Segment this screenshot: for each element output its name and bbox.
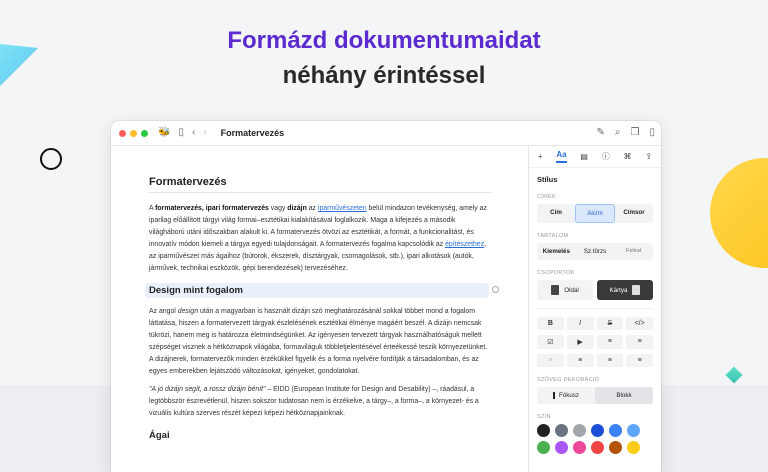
style-cim-button[interactable]: Cím xyxy=(550,209,562,216)
decoration-selector xyxy=(537,387,653,404)
style-felirat-button[interactable]: Felirat xyxy=(625,248,642,254)
align-right-button[interactable]: ≡ xyxy=(626,354,653,367)
color-swatch[interactable] xyxy=(627,424,640,437)
focus-decoration-button[interactable] xyxy=(537,387,595,404)
paragraph-3[interactable] xyxy=(149,384,491,420)
document-title[interactable]: Formatervezés xyxy=(149,176,491,193)
tab-insert[interactable]: + xyxy=(537,152,543,161)
sidebar-toggle-icon[interactable]: ▯ xyxy=(178,127,184,138)
text: – EIDD (European Institute for Design and Desability) –, ráadásul, a legtöbbször észrevétlenül, hiszen sokszor tudatosan nem is érzékelve, a tárgy–, a forma–, a környezet- és a vizuális kultúra szerves részét képezi képezi hétköznapjainknak. xyxy=(149,386,479,417)
edit-icon[interactable]: ✎ xyxy=(596,127,605,138)
bold-button[interactable]: B xyxy=(537,317,564,330)
decor-diamond xyxy=(726,367,743,384)
tab-info[interactable]: ⓘ xyxy=(601,152,610,161)
text: az xyxy=(306,205,318,212)
link-epiteszet[interactable]: építészethez xyxy=(445,241,485,248)
divider xyxy=(537,308,653,309)
text: A xyxy=(149,205,156,212)
tab-document[interactable]: ▤ xyxy=(580,152,588,161)
checkbox-button[interactable]: ☑ xyxy=(537,335,564,349)
headline-line1: Formázd dokumentumaidat xyxy=(227,27,541,54)
windows-icon[interactable]: ❐ xyxy=(630,127,640,138)
csoportok-label: CSOPORTOK xyxy=(537,270,575,276)
indent-button[interactable]: ≡ xyxy=(537,354,564,367)
section-heading-selected[interactable] xyxy=(145,283,489,298)
panel-title: Stílus xyxy=(537,175,558,184)
toggle-button[interactable]: ▶ xyxy=(567,335,594,349)
heading-style-selector xyxy=(537,204,653,223)
bullet-list-button[interactable]: ≡ xyxy=(597,335,624,349)
tab-style[interactable]: Aa xyxy=(556,150,566,163)
color-swatch[interactable] xyxy=(573,441,586,454)
style-kiemeles-button[interactable]: Kiemelés xyxy=(542,248,570,255)
section-heading-text: Design mint fogalom xyxy=(149,285,243,296)
format-row-3 xyxy=(537,354,653,367)
paragraph-1[interactable] xyxy=(149,203,491,275)
align-left-button[interactable]: ≡ xyxy=(567,354,594,367)
color-swatch[interactable] xyxy=(555,424,568,437)
color-swatch[interactable] xyxy=(555,441,568,454)
decor-yellow-circle xyxy=(710,158,768,268)
italic-quote: "A jó dizájn segít, a rossz dizájn bénít" xyxy=(149,386,266,393)
search-icon[interactable]: ⌕ xyxy=(614,127,621,138)
color-swatch[interactable] xyxy=(573,424,586,437)
app-icon: 🐝 xyxy=(158,127,171,138)
block-decoration-button[interactable]: Blokk xyxy=(595,387,653,404)
inspector-toggle-icon[interactable]: ▯ xyxy=(649,127,655,138)
inspector-tabs xyxy=(529,146,661,168)
italic-button[interactable]: I xyxy=(567,317,594,330)
text: , az iparművészet más ágaihoz (bútorok, ékszerek, dísztárgyak, csomagolások, stb.), ipari alkotások (autók, járművek, technikai eszközök, gépi berendezések) tervezéséhez. xyxy=(149,241,487,272)
color-swatch[interactable] xyxy=(609,441,622,454)
color-swatch[interactable] xyxy=(627,441,640,454)
style-sztorzs-button[interactable]: Sz.törzs xyxy=(583,248,607,255)
card-icon xyxy=(632,285,640,295)
style-alcim-button[interactable]: Alcím xyxy=(575,204,615,223)
headline-line2: néhány érintéssel xyxy=(282,62,486,89)
numbered-list-button[interactable]: ≡ xyxy=(626,335,653,349)
italic-text: design xyxy=(177,308,199,315)
format-row-2 xyxy=(537,335,653,349)
color-swatches-row-2 xyxy=(537,441,653,454)
text: belül mindazon tevékenység, amely az iparilag előállított tárgyi világ formai–esztétikai kialakításával foglalkozik. Maga a kifejezés a második világháború utáni időszakban alakult ki. A formatervezés ötvözi az esztétikát, a formát, a funkcionalitást, és innovatív módon kiemeli a tárgya egyedi tulajdonságait. A formatervezés fogalma kapcsolódik az xyxy=(149,205,487,248)
document-editor[interactable] xyxy=(111,146,528,472)
format-row-1 xyxy=(537,317,653,330)
code-button[interactable]: </> xyxy=(626,317,653,330)
align-center-button[interactable]: ≡ xyxy=(597,354,624,367)
bold-text: formatervezés, ipari formatervezés xyxy=(155,205,269,212)
window-title: Formatervezés xyxy=(220,128,285,138)
color-swatch[interactable] xyxy=(591,441,604,454)
tab-share[interactable]: ⇪ xyxy=(645,152,653,161)
collapse-circle-icon[interactable] xyxy=(492,286,499,293)
zoom-window-button[interactable] xyxy=(141,130,148,137)
bold-text: dizájn xyxy=(287,205,307,212)
szin-label: SZÍN xyxy=(537,414,551,420)
text: Az angol xyxy=(149,308,178,315)
group-style-selector xyxy=(537,280,653,300)
style-inspector xyxy=(528,146,661,472)
cimek-label: CÍMEK xyxy=(537,194,556,200)
forward-icon[interactable]: › xyxy=(203,127,207,138)
tab-shortcuts[interactable]: ⌘ xyxy=(623,152,632,161)
content-style-selector xyxy=(537,243,653,260)
paragraph-2[interactable] xyxy=(149,306,491,378)
group-oldal-button[interactable] xyxy=(537,280,593,300)
color-swatches-row-1 xyxy=(537,424,653,437)
focus-label: Fókusz xyxy=(553,392,579,399)
strikethrough-button[interactable]: S xyxy=(597,317,624,330)
back-icon[interactable]: ‹ xyxy=(191,127,196,138)
minimize-window-button[interactable] xyxy=(130,130,137,137)
color-swatch[interactable] xyxy=(537,424,550,437)
decor-circle xyxy=(40,148,62,170)
group-kartya-button[interactable] xyxy=(597,280,653,300)
group-oldal-label: Oldal xyxy=(564,286,579,294)
color-swatch[interactable] xyxy=(609,424,622,437)
text: után a magyarban is használt dizájn szó meghatározásánál sokkal többet mond a fogalom láttatása, hiszen a formatervezett tárgyak észlelésének esztétikai élménye magáért beszél. A dizájn nemcsak tükrözi, hanem meg is határozza életmindségünket. Az igényesen tervezett tárgyak használhatóságuk mellett szépséget visznek a hétköznapok világába, formaviláguk többletjelentésével érteékessé teszik környezetünket. A dizájnerek, formatervezők minden érzékükkel figyelik és a forma nyelvére fordítják a társadalomban, és az egyes emberekben lejátszódó változásokat, igényeket, gondolatokat. xyxy=(149,308,488,375)
style-cimsor-button[interactable]: Címsor xyxy=(623,209,645,216)
color-swatch[interactable] xyxy=(537,441,550,454)
titlebar xyxy=(111,121,661,146)
tartalom-label: TARTALOM xyxy=(537,233,569,239)
next-heading[interactable]: Ágai xyxy=(149,430,170,441)
page-icon xyxy=(551,285,559,295)
dekor-label: SZÖVEG DEKORÁCIÓ xyxy=(537,377,600,383)
close-window-button[interactable] xyxy=(119,130,126,137)
link-iparmuveszet[interactable]: iparművészeten xyxy=(317,205,367,212)
text: vagy xyxy=(268,205,288,212)
color-swatch[interactable] xyxy=(591,424,604,437)
app-window xyxy=(111,121,661,472)
group-kartya-label: Kártya xyxy=(609,286,628,294)
